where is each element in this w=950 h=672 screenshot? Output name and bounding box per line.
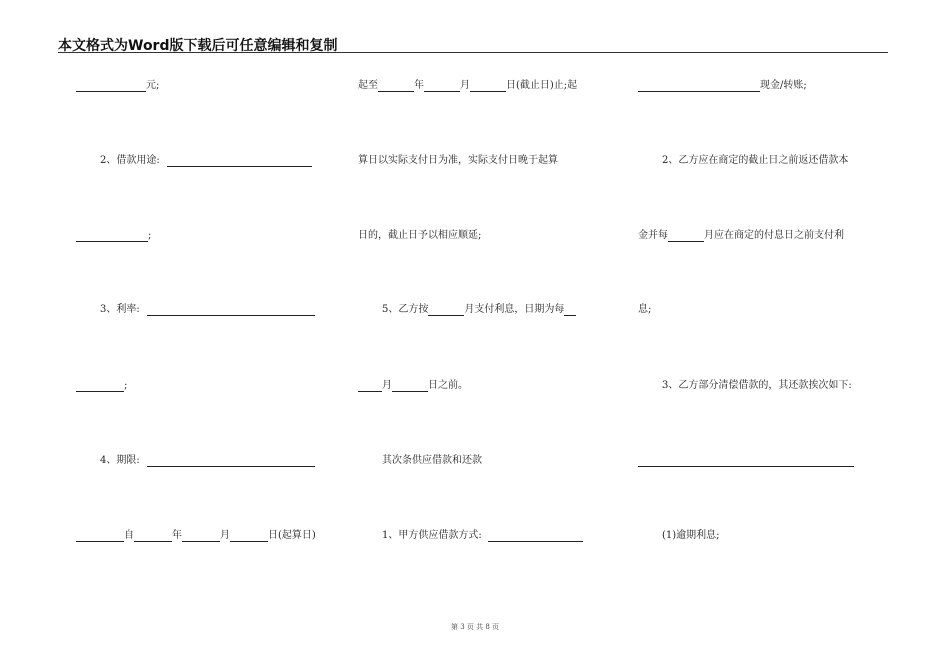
col1-line3 [76,230,151,242]
text: 算日以实际支付日为准，实际支付日晚于起算 [358,155,558,166]
blank-field [230,530,268,542]
text: 年 [172,530,182,541]
text: 自 [124,530,134,541]
text: 元; [146,80,160,91]
blank-field [76,80,146,92]
blank-field [638,455,854,467]
text: 5、乙方按 [382,304,429,315]
text: 2、乙方应在商定的截止日之前返还借款本 [662,155,849,166]
blank-field [378,80,414,92]
loan-method-label: 1、甲方供应借款方式: [382,530,482,541]
interest-rate-label: 3、利率: [100,304,140,315]
text: 日的，截止日予以相应顺延; [358,230,482,241]
col1-line4 [100,304,315,316]
page-header-title: 本文格式为Word版下载后可任意编辑和复制 [58,38,338,54]
blank-field [167,155,312,167]
col3-line4 [638,304,651,316]
col1-line6 [100,455,315,467]
blank-field [358,380,382,392]
blank-field [76,530,124,542]
col3-line6 [638,455,854,467]
col1-line2 [100,155,312,167]
text: 月 [382,380,392,391]
col2-line3 [358,230,481,242]
blank-field [668,230,704,242]
text: 日(起算日) [268,530,316,541]
page-footer: 第 3 页 共 8 页 [450,623,500,631]
blank-field [470,80,506,92]
blank-field [76,380,124,392]
text: 金并每 [638,230,668,241]
col1-line1 [76,80,159,92]
text: 月应在商定的付息日之前支付利 [704,230,844,241]
text: 日之前。 [428,380,468,391]
col2-line4 [382,304,576,316]
col3-line1 [638,80,807,92]
blank-field [424,80,460,92]
blank-field [147,455,315,467]
text: 月支付利息，日期为每 [464,304,565,315]
text: ; [148,230,152,241]
col2-line7 [382,530,583,542]
blank-field [488,530,583,542]
text: 3、乙方部分清偿借款的，其还款挨次如下: [662,380,852,391]
text: (1)逾期利息; [662,530,720,541]
text: 月 [460,80,470,91]
blank-field [147,304,315,316]
col3-line2 [662,155,848,167]
text: 日(截止日)止;起 [506,80,578,91]
section-heading: 其次条供应借款和还款 [382,455,482,466]
blank-field [182,530,220,542]
blank-field [76,230,148,242]
blank-field [428,304,464,316]
col1-line5 [76,380,127,392]
col3-line3 [638,230,844,242]
blank-field [392,380,428,392]
blank-field [564,304,576,316]
col2-line6 [382,455,482,467]
term-label: 4、期限: [100,455,140,466]
header-divider [58,52,888,53]
col3-line7 [662,530,720,542]
col1-line7 [76,530,316,542]
loan-purpose-label: 2、借款用途: [100,155,160,166]
text: ; [124,380,128,391]
blank-field [638,80,760,92]
col2-line1 [358,80,577,92]
col2-line5 [358,380,468,392]
text: 月 [220,530,230,541]
blank-field [134,530,172,542]
text: 起至 [358,80,378,91]
col3-line5 [662,380,852,392]
text: 现金/转账; [760,80,807,91]
col2-line2 [358,155,558,167]
text: 年 [414,80,424,91]
text: 息; [638,304,652,315]
